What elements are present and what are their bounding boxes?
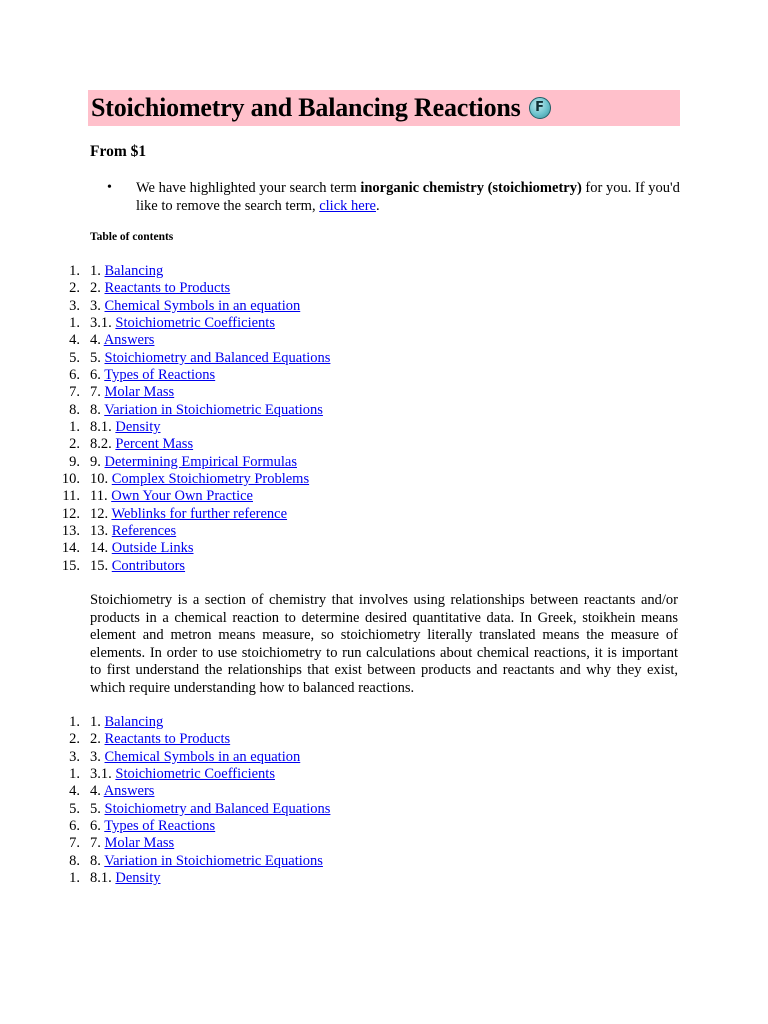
toc-number: 7. — [69, 835, 80, 852]
toc-section-number: 3. — [90, 748, 105, 765]
toc-row — [0, 801, 700, 818]
toc-number: 6. — [69, 817, 80, 834]
toc-link[interactable]: Types of Reactions — [104, 817, 216, 834]
toc-section-number: 6. — [90, 817, 105, 834]
toc-number: 3. — [69, 748, 80, 765]
toc-entry — [90, 488, 253, 505]
notice-suffix: . — [375, 198, 380, 214]
toc-row — [0, 454, 700, 471]
toc-section-number: 2. — [90, 280, 105, 297]
toc-link[interactable]: Molar Mass — [104, 384, 175, 401]
toc-link[interactable]: Chemical Symbols in an equation — [104, 297, 301, 314]
toc-number: 1. — [69, 869, 80, 886]
toc-section-number: 3.1. — [90, 765, 116, 782]
toc-link[interactable]: Answers — [103, 783, 155, 800]
toc-section-number: 12. — [90, 505, 112, 522]
toc-entry — [90, 853, 323, 870]
toc-link[interactable]: Stoichiometry and Balanced Equations — [104, 800, 331, 817]
toc-link[interactable]: Variation in Stoichiometric Equations — [104, 852, 323, 869]
toc-number: 5. — [69, 800, 80, 817]
toc-section-number: 5. — [90, 349, 105, 366]
toc-section-number: 4. — [90, 783, 104, 800]
toc-entry — [90, 870, 160, 887]
toc-row — [0, 471, 700, 488]
toc-row — [0, 714, 700, 731]
toc-entry — [90, 263, 163, 280]
toc-row — [0, 749, 700, 766]
toc-row — [0, 419, 700, 436]
toc-section-number: 6. — [90, 366, 105, 383]
toc-number: 3. — [69, 297, 80, 314]
notice-middle: for you. If you'd like to remove the search term, — [136, 180, 680, 214]
toc-row — [0, 731, 700, 748]
toc-number: 2. — [69, 280, 80, 297]
toc-number: 9. — [69, 453, 80, 470]
toc-row — [0, 280, 700, 297]
toc-section-number: 14. — [90, 540, 112, 557]
toc-row — [0, 818, 700, 835]
toc-link[interactable]: Contributors — [111, 557, 186, 574]
toc-entry — [90, 332, 154, 349]
table-of-contents-repeat — [0, 714, 700, 887]
toc-number: 1. — [69, 714, 80, 730]
toc-row — [0, 835, 700, 852]
toc-entry — [90, 523, 176, 540]
toc-row — [0, 332, 700, 349]
toc-entry — [90, 835, 174, 852]
toc-number: 1. — [69, 314, 80, 331]
toc-link[interactable]: Determining Empirical Formulas — [104, 453, 297, 470]
toc-section-number: 3.1. — [90, 314, 116, 331]
price-label: From $1 — [90, 143, 147, 160]
toc-row — [0, 402, 700, 419]
toc-link[interactable]: Stoichiometric Coefficients — [115, 765, 275, 782]
toc-number: 12. — [61, 505, 80, 522]
toc-link[interactable]: Percent Mass — [115, 436, 194, 453]
title-banner — [88, 90, 680, 126]
toc-number: 7. — [69, 384, 80, 401]
toc-row — [0, 350, 700, 367]
toc-entry — [90, 471, 309, 488]
toc-section-number: 4. — [90, 332, 104, 349]
toc-section-number: 8.1. — [90, 869, 116, 886]
toc-number: 1. — [69, 263, 80, 279]
toc-entry — [90, 749, 300, 766]
toc-section-number: 2. — [90, 731, 105, 748]
badge-letter: F — [535, 100, 544, 115]
toc-section-number: 5. — [90, 800, 105, 817]
toc-entry — [90, 818, 215, 835]
toc-link[interactable]: Density — [115, 869, 161, 886]
notice-prefix: We have highlighted your search term — [136, 180, 361, 196]
toc-entry — [90, 419, 160, 436]
toc-link[interactable]: Reactants to Products — [104, 731, 231, 748]
toc-number: 14. — [61, 540, 80, 557]
toc-link[interactable]: Density — [115, 418, 161, 435]
toc-entry — [90, 540, 194, 557]
toc-number: 13. — [61, 522, 80, 539]
toc-section-number: 9. — [90, 453, 105, 470]
toc-section-number: 13. — [90, 522, 112, 539]
toc-entry — [90, 384, 174, 401]
toc-entry — [90, 454, 297, 471]
toc-number: 15. — [61, 557, 80, 574]
toc-row — [0, 298, 700, 315]
toc-link[interactable]: Weblinks for further reference — [111, 505, 288, 522]
toc-link[interactable]: References — [111, 522, 177, 539]
toc-entry — [90, 714, 163, 731]
toc-row — [0, 540, 700, 557]
toc-link[interactable]: Stoichiometric Coefficients — [115, 314, 275, 331]
toc-entry — [90, 280, 230, 297]
toc-row — [0, 783, 700, 800]
toc-entry — [90, 350, 330, 367]
toc-link[interactable]: Chemical Symbols in an equation — [104, 748, 301, 765]
toc-number: 6. — [69, 366, 80, 383]
toc-row — [0, 870, 700, 887]
featured-badge-icon[interactable] — [529, 97, 551, 119]
table-of-contents — [0, 263, 700, 575]
intro-paragraph: Stoichiometry is a section of chemistry that involves using relationships between reactants and/or products in a chemical reaction to determine desired quantitative data. In Greek, stoikhein means element and metron means measure, so stoichiometry literally translated means the measure of elements. In order to use stoichiometry to run calculations about chemical reactions, it is important to first understand the relationships that exist between products and reactants and why they exist, which require understanding how to balanced reactions. — [90, 592, 678, 696]
toc-link[interactable]: Answers — [103, 332, 155, 349]
toc-number: 11. — [62, 488, 80, 505]
toc-section-number: 1. — [90, 714, 105, 730]
toc-section-number: 11. — [90, 488, 112, 505]
toc-section-number: 8.1. — [90, 418, 116, 435]
toc-link[interactable]: Own Your Own Practice — [111, 488, 253, 505]
toc-row — [0, 558, 700, 575]
toc-entry — [90, 801, 330, 818]
toc-heading: Table of contents — [90, 231, 174, 243]
toc-number: 1. — [69, 418, 80, 435]
toc-section-number: 8. — [90, 852, 105, 869]
toc-entry — [90, 298, 300, 315]
toc-number: 5. — [69, 349, 80, 366]
search-term: inorganic chemistry (stoichiometry) — [360, 180, 582, 196]
toc-link[interactable]: Reactants to Products — [104, 280, 231, 297]
toc-number: 4. — [69, 332, 80, 349]
remove-search-term-link[interactable]: click here — [319, 198, 376, 214]
search-term-notice — [107, 179, 687, 215]
toc-number: 8. — [69, 852, 80, 869]
toc-link[interactable]: Variation in Stoichiometric Equations — [104, 401, 323, 418]
toc-entry — [90, 506, 287, 523]
toc-row — [0, 263, 700, 280]
toc-number: 2. — [69, 436, 80, 453]
bullet-icon: • — [107, 180, 112, 195]
toc-row — [0, 488, 700, 505]
page-title: Stoichiometry and Balancing Reactions — [91, 93, 521, 122]
toc-row — [0, 523, 700, 540]
toc-entry — [90, 436, 193, 453]
toc-section-number: 7. — [90, 384, 105, 401]
toc-number: 10. — [61, 470, 80, 487]
toc-section-number: 7. — [90, 835, 105, 852]
toc-row — [0, 853, 700, 870]
toc-link[interactable]: Stoichiometry and Balanced Equations — [104, 349, 331, 366]
toc-entry — [90, 766, 275, 783]
toc-entry — [90, 731, 230, 748]
toc-row — [0, 315, 700, 332]
toc-entry — [90, 783, 154, 800]
toc-entry — [90, 402, 323, 419]
toc-link[interactable]: Outside Links — [111, 540, 194, 557]
toc-number: 1. — [69, 765, 80, 782]
toc-link[interactable]: Types of Reactions — [104, 366, 216, 383]
toc-number: 8. — [69, 401, 80, 418]
toc-row — [0, 436, 700, 453]
toc-link[interactable]: Complex Stoichiometry Problems — [111, 470, 310, 487]
toc-number: 4. — [69, 783, 80, 800]
toc-section-number: 8. — [90, 401, 105, 418]
toc-section-number: 8.2. — [90, 436, 116, 453]
toc-entry — [90, 558, 185, 575]
toc-section-number: 10. — [90, 470, 112, 487]
toc-link[interactable]: Balancing — [104, 714, 164, 730]
toc-row — [0, 384, 700, 401]
toc-row — [0, 766, 700, 783]
toc-entry — [90, 367, 215, 384]
toc-row — [0, 367, 700, 384]
toc-section-number: 1. — [90, 263, 105, 279]
toc-link[interactable]: Molar Mass — [104, 835, 175, 852]
toc-entry — [90, 315, 275, 332]
toc-section-number: 3. — [90, 297, 105, 314]
toc-number: 2. — [69, 731, 80, 748]
toc-row — [0, 506, 700, 523]
toc-link[interactable]: Balancing — [104, 263, 164, 279]
toc-section-number: 15. — [90, 557, 112, 574]
notice-text — [136, 179, 687, 215]
